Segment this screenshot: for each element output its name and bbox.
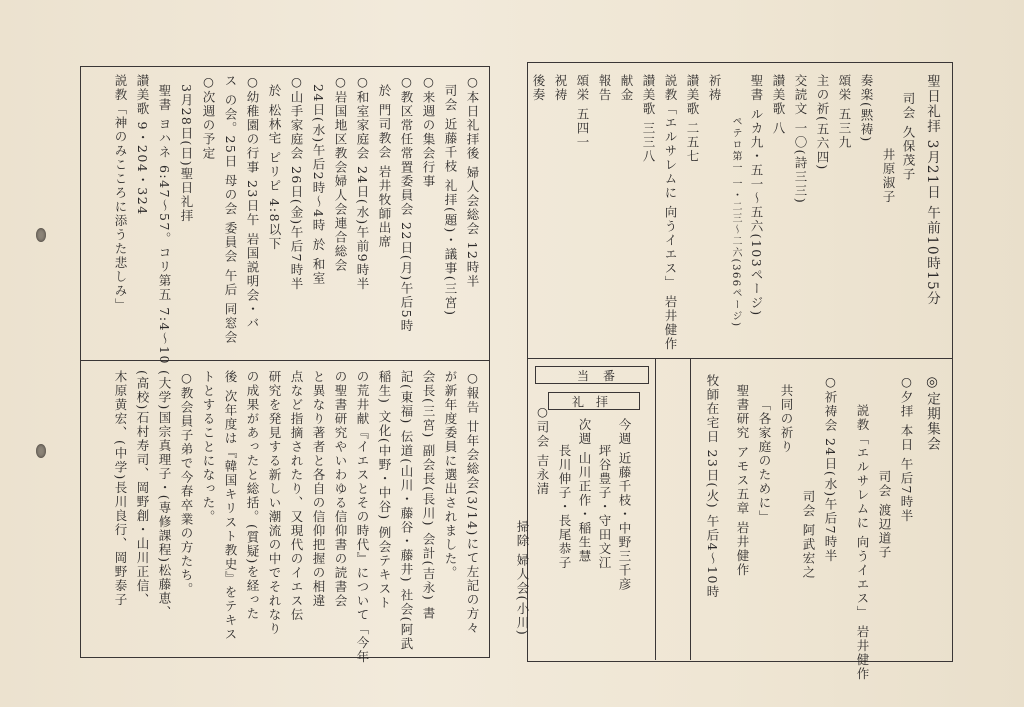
left-bottom-col-14: ○教会員子弟で今春卒業の方たち。 <box>179 370 194 597</box>
service-item-doxology-2: 頌栄 五四一 <box>575 74 590 150</box>
meeting-evening-presider: 司会 渡辺道子 <box>877 470 892 560</box>
left-top-col-8: 24日(水)午后2時～4時 於 和室 <box>311 84 326 286</box>
left-bottom-col-15: (大学)国宗真理子・(専修課程)松藤恵、 <box>157 370 172 620</box>
left-page-divider <box>80 360 490 361</box>
service-item-scripture-2: ペテロ第一 一・二三～二六(366ページ) <box>730 116 741 328</box>
binder-hole-bottom <box>36 444 46 458</box>
left-bottom-col-2: が新年度委員に選出されました。 <box>443 370 458 580</box>
duty-this-week-2: 坪谷豊子・守田文江 <box>597 444 612 570</box>
left-top-col-1: ○本日礼拝後 婦人会総会 12時半 <box>465 74 480 289</box>
left-top-col-13: ○次週の予定 <box>201 74 216 161</box>
left-top-col-5: 於 門司教会 岩井牧師出席 <box>377 84 392 249</box>
service-item-hymn-1: 讃美歌 八 <box>771 74 786 136</box>
left-bottom-col-17: 木原黄宏、(中学)長川良行、岡野泰子 <box>113 370 128 607</box>
left-top-col-14: 3月28日(日)聖日礼拝 <box>179 84 194 224</box>
left-bottom-col-1: ○報告 廿年会総会(3/14)にて左記の方々 <box>465 370 480 635</box>
duty-header: 当番 <box>577 369 630 383</box>
left-top-col-17: 説教「神のみこころに添うた悲しみ」 <box>113 74 128 312</box>
service-item-prelude: 奏楽(黙祷) <box>859 74 874 143</box>
left-top-col-16: 讃美歌 9・204・324 <box>135 74 150 216</box>
left-top-col-9: ○山手家庭会 26日(金)午后7時半 <box>289 74 304 292</box>
service-item-announcements: 報告 <box>597 74 612 102</box>
left-bottom-col-12: 後 次年度は『韓国キリスト教史』をテキス <box>223 370 238 642</box>
service-item-prayer: 祈祷 <box>707 74 722 102</box>
right-page-divider <box>527 358 953 359</box>
pastor-home-day: 牧師在宅日 23日(火) 午后4～10時 <box>705 374 720 599</box>
binder-hole-top <box>36 228 46 242</box>
duty-box-edge <box>655 358 656 660</box>
service-title: 聖日礼拝 3月21日 午前10時15分 <box>924 74 940 307</box>
left-bottom-col-5: 稲生) 文化(中野・中谷) 例会テキスト <box>377 370 392 611</box>
left-bottom-col-9: 点など指摘されたり、又現代のイエス伝 <box>289 370 304 622</box>
meeting-evening: ○夕拝 本日 午后7時半 <box>899 374 914 523</box>
service-item-offering: 献金 <box>619 74 634 102</box>
left-bottom-col-4: 記(東福) 伝道(山川・藤谷・藤井) 社会(阿武 <box>399 370 414 651</box>
service-item-lords-prayer: 主の祈(五六四) <box>815 74 830 171</box>
meeting-prayer-presider: 司会 阿武宏之 <box>801 490 816 580</box>
service-item-doxology: 頌栄 五三九 <box>837 74 852 150</box>
meeting-prayer-intent: 「各家庭のために」 <box>757 398 772 524</box>
meeting-prayer: ○祈祷会 24日(水)午后7時半 <box>823 374 838 564</box>
left-bottom-col-8: と異なり著者と各自の信仰把握の相違 <box>311 370 326 608</box>
duty-presider: ○司会 吉永清 <box>535 404 550 496</box>
service-organist: 井原淑子 <box>881 148 896 204</box>
left-bottom-col-3: 会長(三宮) 副会長(長川) 会計(吉永) 書 <box>421 370 436 621</box>
left-top-col-15: 聖書 ヨハネ 6:47～57。コリ第五 7:4～10 <box>157 84 172 365</box>
left-bottom-col-7: の聖書研究やいわゆる信仰書の読書会 <box>333 370 348 608</box>
service-item-scripture: 聖書 ルカ九・五一～五六(103ページ) <box>749 74 764 317</box>
duty-next-week: 次週 山川正作・稲生慧 <box>577 418 592 564</box>
service-item-sermon: 説教「エルサレムに 向うイエス」 岩井健作 <box>663 74 678 351</box>
left-top-col-12: ス の会。25日 母の会 委員会 午后 同窓会 <box>223 74 238 345</box>
service-item-hymn-3: 讃美歌 三三八 <box>641 74 656 164</box>
left-bottom-col-16: (高校)石村寿司、岡野創・山川正信、 <box>135 370 150 607</box>
service-item-postlude: 後奏 <box>531 74 546 102</box>
left-top-col-3: ○来週の集会行事 <box>421 74 436 189</box>
duty-cleaning: 掃除 婦人会(小川) <box>515 520 530 637</box>
meetings-heading: ◎定期集会 <box>924 374 940 452</box>
left-bottom-col-10: 研究を発見する新しい潮流の中でそれなり <box>267 370 282 636</box>
right-bottom-vdivider <box>690 358 691 660</box>
left-bottom-col-11: の成果があったと総括。(質疑)を経った <box>245 370 260 621</box>
service-item-hymn-2: 讃美歌 二五七 <box>685 74 700 164</box>
service-item-responsive-reading: 交読文 一〇(詩三三) <box>793 74 808 205</box>
left-top-col-11: ○幼稚園の行事 23日午 岩国説明会・バ <box>245 74 260 331</box>
left-top-col-2: 司会 近藤千枝 礼拝(題)・議事(三宮) <box>443 84 458 317</box>
duty-sub-header: 礼拝 <box>572 395 621 409</box>
service-presider: 司会 久保茂子 <box>901 92 916 182</box>
duty-next-week-2: 長川伸子・長尾恭子 <box>557 444 572 570</box>
meeting-prayer-common: 共同の祈り <box>779 384 794 454</box>
meeting-bible-study: 聖書研究 アモス五章 岩井健作 <box>735 384 750 577</box>
meeting-evening-sermon: 説教「エルサレムに 向うイエス」 岩井健作 <box>855 404 870 681</box>
left-top-col-10: 於 松林宅 ピリピ 4:8以下 <box>267 84 282 252</box>
left-top-col-7: ○岩国地区教会婦人会連合総会 <box>333 74 348 273</box>
left-top-col-6: ○和室家庭会 24日(水)午前9時半 <box>355 74 370 292</box>
service-item-benediction: 祝祷 <box>553 74 568 102</box>
left-top-col-4: ○教区常任常置委員会 22日(月)午后5時 <box>399 74 414 334</box>
duty-this-week: 今週 近藤千枝・中野三千彦 <box>617 418 632 592</box>
left-bottom-col-6: の荒井献『イエスとその時代』について「今年 <box>355 370 370 664</box>
left-bottom-col-13: トとすることになった。 <box>201 370 216 524</box>
